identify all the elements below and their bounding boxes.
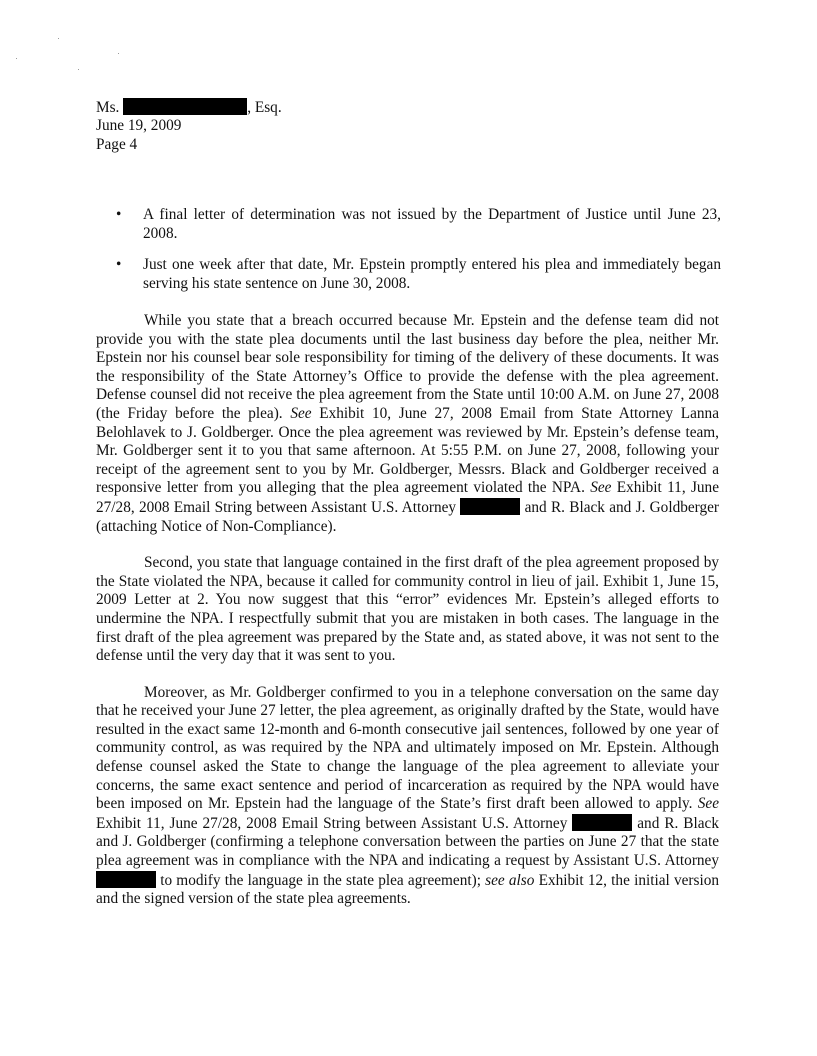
letter-date: June 19, 2009 <box>96 117 182 134</box>
paragraph-text: and R. Black and J. Goldberger (attaching Notice of Non-Compliance). <box>96 498 720 535</box>
paragraph-text: Moreover, as Mr. Goldberger confirmed to you in a telephone conversation on the same day that he received your June 27 letter, the plea agreement, as originally drafted by the State, would have resulted in the exact same 12-month and 6-month consecutive jail sentences, followed by one year of community control, as was required by the NPA and ultimately imposed on Mr. Epstein. Although defense counsel asked the State to change the language of the plea agreement to alleviate your concerns, the same exact sentence and period of incarceration as required by the NPA would have been imposed on Mr. Epstein had the language of the State’s first draft been allowed to apply. <box>96 683 719 813</box>
paragraph-text: While you state that a breach occurred because Mr. Epstein and the defense team did not provide you with the state plea documents until the last business day before the plea, neither Mr. Epstein nor his counsel bear sole responsibility for timing of the delivery of these documents. It was the responsibility of the State Attorney’s Office to provide the defense with the plea agreement. Defense counsel did not receive the plea agreement from the State until 10:00 A.M. on June 27, 2008 (the Friday before the plea). <box>96 312 719 422</box>
redaction-box <box>460 498 520 515</box>
redaction-box <box>96 871 156 888</box>
scan-speck <box>58 38 59 39</box>
paragraph-text: Exhibit 11, June 27/28, 2008 Email String between Assistant U.S. Attorney <box>96 479 719 516</box>
recipient-line <box>96 98 282 117</box>
redaction-box <box>572 814 632 831</box>
bullet-item <box>116 206 721 243</box>
paragraph-breach <box>96 312 719 536</box>
bullet-text: Just one week after that date, Mr. Epstein promptly entered his plea and immediately began serving his state sentence on June 30, 2008. <box>143 256 721 292</box>
paragraph-text: and R. Black and J. Goldberger (confirming a telephone conversation between the parties on June 27 that the state plea agreement was in compliance with the NPA and indicating a request by Assistant U.S. Attorney <box>96 814 719 870</box>
bullet-text: A final letter of determination was not issued by the Department of Justice until June 23, 2008. <box>143 206 721 242</box>
paragraph-text: Exhibit 10, June 27, 2008 Email from State Attorney Lanna Belohlavek to J. Goldberger. Once the plea agreement was reviewed by Mr. Epstein’s defense team, Mr. Goldberger sent it to you that same afternoon. At 5:55 P.M. on June 27, 2008, following your receipt of the agreement sent to you by Mr. Goldberger, Messrs. Black and Goldberger received a responsive letter from you alleging that the plea agreement violated the NPA. <box>96 404 719 497</box>
citation-signal: See <box>697 795 719 813</box>
citation-signal: see also <box>485 871 535 889</box>
redaction-box <box>123 98 247 115</box>
citation-signal: See <box>590 479 612 497</box>
paragraph-text: Exhibit 11, June 27/28, 2008 Email String between Assistant U.S. Attorney <box>96 814 573 832</box>
bullet-dot-icon: • <box>116 206 122 223</box>
letter-header <box>96 98 282 155</box>
bullet-item <box>116 256 721 293</box>
scan-speck <box>78 69 79 70</box>
citation-signal: See <box>290 404 312 422</box>
scan-speck <box>16 58 17 59</box>
salutation-suffix: , Esq. <box>247 99 282 116</box>
paragraph-first-draft: Second, you state that language contained in the first draft of the plea agreement proposed by the State violated the NPA, because it called for community control in lieu of jail. Exhibit 1, June 15, 2009 Letter at 2. You now suggest that this “error” evidences Mr. Epstein’s alleged efforts to undermine the NPA. I respectfully submit that you are mistaken in both cases. The language in the first draft of the plea agreement was prepared by the State and, as stated above, it was not sent to the defense until the very day that it was sent to you. <box>96 554 719 665</box>
paragraph-sentence <box>96 684 719 909</box>
paragraph-text: Exhibit 12, the initial version and the signed version of the state plea agreements. <box>96 871 719 908</box>
salutation-prefix: Ms. <box>96 99 120 116</box>
page-number: Page 4 <box>96 136 138 153</box>
bullet-list <box>116 206 721 306</box>
bullet-dot-icon: • <box>116 256 122 274</box>
scan-speck <box>118 53 119 54</box>
paragraph-text: to modify the language in the state plea agreement); <box>156 871 486 889</box>
letter-body <box>96 312 719 927</box>
